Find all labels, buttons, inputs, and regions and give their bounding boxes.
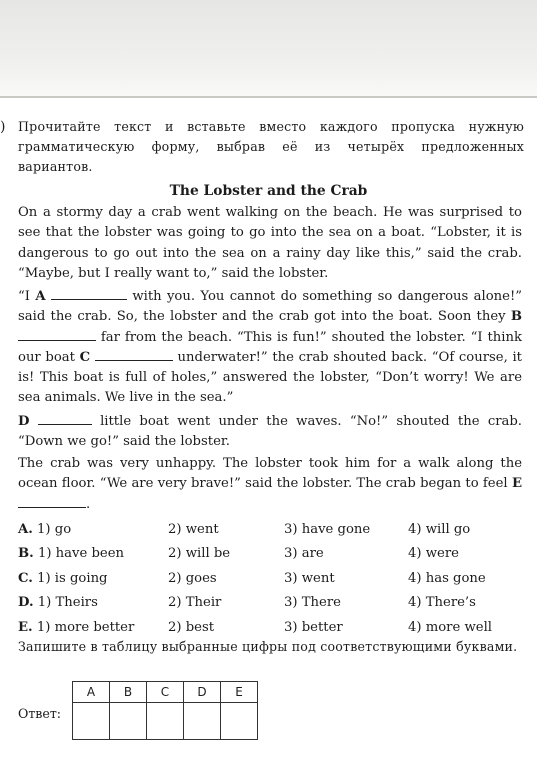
option-choice: 1) is going	[37, 570, 108, 586]
option-a-letter-and-1	[18, 518, 71, 542]
option-letter: A.	[18, 522, 33, 537]
option-choice: 3) are	[284, 546, 324, 562]
gap-label-e: E	[511, 476, 522, 492]
option-choice: 1) more better	[36, 619, 135, 635]
option-choice: 2) goes	[168, 570, 217, 586]
option-choice: 4) has gone	[408, 570, 486, 586]
gap-b-blank	[18, 328, 96, 341]
option-choice: 4) will go	[408, 522, 471, 537]
gap-label-a: A	[35, 289, 46, 304]
answer-table-header-row	[73, 682, 258, 703]
gap-label-c: C	[79, 349, 91, 365]
story-title: The Lobster and the Crab	[169, 183, 368, 199]
table-instructions: Запишите в таблицу выбранные цифры под соответствующими буквами.	[18, 639, 518, 654]
paragraph-1: On a stormy day a crab went walking on the beach. He was surprised to see that the lobster was going to go into the sea on a boat. “Lobster, it is dangerous to go out into the sea on a rainy day like this,” said the crab. “Maybe, but I really want to,” said the lobster.	[18, 205, 522, 281]
answer-cell-a[interactable]	[73, 703, 110, 740]
p4-text-1: The crab was very unhappy. The lobster took him for a walk along the ocean floor. “We are very brave!” said the lobster. The crab began to feel	[18, 456, 522, 492]
previous-page-area	[0, 0, 537, 98]
option-choice: 3) went	[284, 570, 335, 586]
gap-c-blank	[95, 348, 173, 361]
answer-label: Ответ:	[18, 706, 62, 721]
answer-cell-b[interactable]	[110, 703, 147, 740]
option-letter: D.	[18, 595, 34, 611]
answer-header-d: D	[184, 682, 221, 703]
task-instructions: Прочитайте текст и вставьте вместо каждого пропуска нужную грамматическую форму, выбрав её из четырёх предложенных вариантов.	[18, 119, 524, 174]
option-choice: 2) best	[168, 619, 215, 635]
answer-table-input-row	[73, 703, 258, 740]
paragraph-3	[18, 412, 522, 453]
option-choice: 2) Their	[168, 595, 222, 611]
answer-header-e: E	[221, 682, 258, 703]
options-list	[18, 518, 528, 640]
page-edge	[0, 96, 537, 98]
paragraph-2	[18, 287, 522, 409]
answer-cell-c[interactable]	[147, 703, 184, 740]
option-choice: 3) have gone	[284, 522, 371, 537]
option-letter: E.	[18, 619, 33, 635]
option-choice: 2) went	[168, 522, 219, 537]
option-d-letter-and-1	[18, 591, 98, 615]
gap-e-blank	[18, 495, 86, 508]
option-row-b	[18, 542, 528, 566]
option-letter: C.	[18, 570, 33, 586]
p4-period: .	[86, 496, 91, 512]
answer-header-b: B	[110, 682, 147, 703]
option-choice: 4) were	[408, 546, 459, 562]
answer-header-c: C	[147, 682, 184, 703]
answer-cell-d[interactable]	[184, 703, 221, 740]
p2-text-2: with you. You cannot do something so dangerous alone!” said the crab. So, the lobster and the crab got into the boat. Soon they	[18, 289, 522, 325]
answer-table	[72, 681, 258, 740]
option-b-letter-and-1	[18, 542, 124, 566]
option-row-d	[18, 591, 528, 615]
answer-cell-e[interactable]	[221, 703, 258, 740]
option-choice: 3) There	[284, 595, 341, 611]
gap-label-b: B	[510, 309, 522, 325]
gap-label-d: D	[18, 414, 30, 429]
option-choice: 1) go	[37, 522, 72, 537]
option-c-letter-and-1	[18, 567, 108, 591]
answer-header-a: A	[73, 682, 110, 703]
gap-a-blank	[51, 287, 127, 300]
option-choice: 1) Theirs	[37, 595, 98, 611]
gap-d-blank	[38, 412, 92, 425]
p2-text-4: underwater!” the crab shouted back. “Of course, it is! This boat is full of holes,” answered the lobster, “Don’t worry! We are sea animals. We live in the sea.”	[18, 349, 522, 406]
option-letter: B.	[18, 546, 34, 562]
paragraph-4	[18, 454, 522, 515]
option-choice: 3) better	[284, 619, 343, 635]
option-choice: 4) There’s	[408, 595, 476, 611]
p2-text-3: far from the beach. “This is fun!” shouted the lobster. “I think our boat	[18, 329, 522, 365]
option-row-a	[18, 518, 528, 542]
task-number: )	[0, 119, 6, 135]
option-choice: 4) more well	[408, 619, 492, 635]
p2-text-1: “I	[18, 289, 30, 304]
option-choice: 2) will be	[168, 546, 231, 562]
option-choice: 1) have been	[37, 546, 125, 562]
p3-text-1: little boat went under the waves. “No!” shouted the crab. “Down we go!” said the lobster.	[18, 414, 523, 450]
option-row-c	[18, 567, 528, 591]
